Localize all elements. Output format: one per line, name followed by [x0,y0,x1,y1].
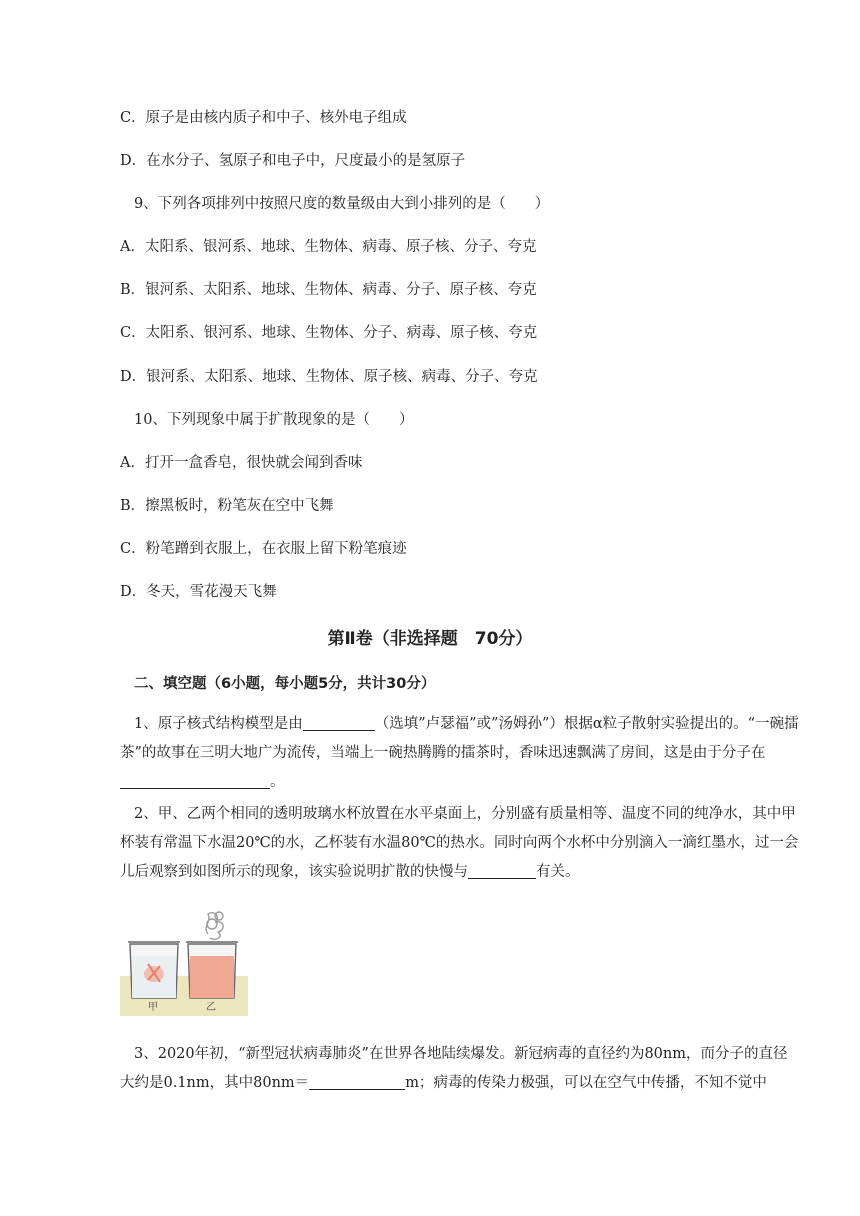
beaker-diffusion-figure [120,904,248,1016]
beaker-jia [128,942,180,998]
q9-stem: 9、下列各项排列中按照尺度的数量级由大到小排列的是（ ） [134,196,550,212]
fill2-text-2: 有关。 [536,864,580,880]
steam-icon [206,912,223,939]
fill1-text-3: 。 [270,774,285,790]
fill-question-1 [120,710,800,797]
q9-option-b: B．银河系、太阳系、地球、生物体、病毒、分子、原子核、夸克 [120,282,537,298]
fill1-text-2: （选填”卢瑟福”或”汤姆孙”）根据α粒子散射实验提出的。“一碗擂茶”的故事在三明大地广为流传，当端上一碗热腾腾的擂茶时，香味迅速飘满了房间，这是由于分子在 [120,716,799,761]
label-yi: 乙 [206,1002,216,1013]
fill3-text-1: 3、2020年初，“新型冠状病毒肺炎”在世界各地陆续爆发。新冠病毒的直径约为80nm，而分子的直径大约是0.1nm，其中80nm＝ [120,1046,788,1091]
section-title: 第Ⅱ卷（非选择题 70分） [327,629,533,649]
section-subtitle: 二、填空题（6小题，每小题5分，共计30分） [134,676,436,692]
q8-option-d: D．在水分子、氢原子和电子中，尺度最小的是氢原子 [120,153,466,169]
fill1-text-1: 1、原子核式结构模型是由 [134,716,303,732]
q10-option-d: D．冬天，雪花漫天飞舞 [120,584,277,600]
answer-blank[interactable] [120,772,270,789]
q9-option-c: C．太阳系、银河系、地球、生物体、分子、病毒、原子核、夸克 [120,325,538,341]
q10-option-a: A．打开一盒香皂，很快就会闻到香味 [120,455,363,471]
q10-option-b: B．擦黑板时，粉笔灰在空中飞舞 [120,498,334,514]
answer-blank[interactable] [309,1073,405,1090]
answer-blank[interactable] [468,862,536,879]
beaker-yi [186,942,238,998]
q10-option-c: C．粉笔蹭到衣服上，在衣服上留下粉笔痕迹 [120,541,407,557]
fill2-text-1: 2、甲、乙两个相同的透明玻璃水杯放置在水平桌面上，分别盛有质量相等、温度不同的纯净水，其中甲杯装有常温下水温20℃的水，乙杯装有水温80℃的热水。同时向两个水杯中分别滴入一滴红墨水，过一会儿后观察到如图所示的现象，该实验说明扩散的快慢与 [120,806,799,880]
fill-question-2 [120,800,800,887]
q9-option-d: D．银河系、太阳系、地球、生物体、原子核、病毒、分子、夸克 [120,369,538,385]
label-jia: 甲 [148,1002,158,1013]
fill3-text-2: m；病毒的传染力极强，可以在空气中传播，不知不觉中 [405,1075,767,1091]
q8-option-c: C．原子是由核内质子和中子、核外电子组成 [120,110,407,126]
fill-question-3 [120,1040,800,1098]
answer-blank[interactable] [303,714,375,731]
q9-option-a: A．太阳系、银河系、地球、生物体、病毒、原子核、分子、夸克 [120,239,537,255]
q10-stem: 10、下列现象中属于扩散现象的是（ ） [134,412,414,428]
